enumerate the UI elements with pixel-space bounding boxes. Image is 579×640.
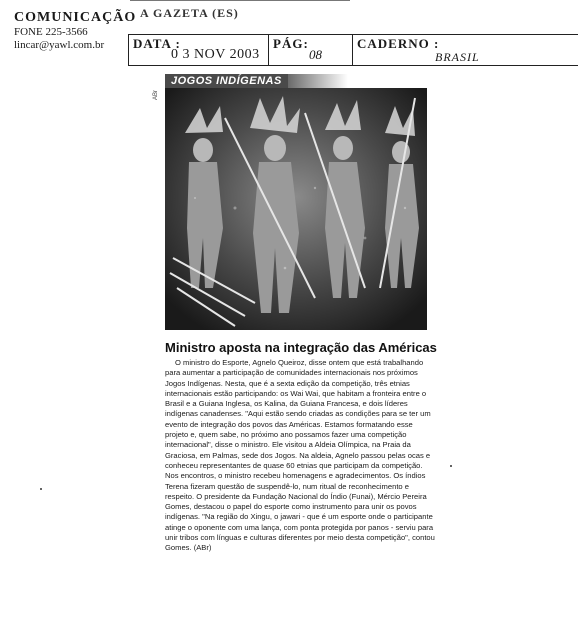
agency-email: lincar@yawl.com.br	[14, 39, 105, 51]
clipping-header	[0, 0, 579, 70]
photo-credit: ABr	[153, 89, 159, 100]
article-photo	[165, 88, 427, 330]
scan-speck	[40, 488, 42, 490]
source-name: A GAZETA (ES)	[140, 6, 239, 20]
section-label: CADERNO :	[357, 36, 440, 51]
page-value: 08	[309, 47, 322, 62]
date-value: 0 3 NOV 2003	[171, 47, 260, 62]
source-rule	[130, 0, 350, 5]
clipping-fields	[128, 34, 578, 66]
section-field	[352, 35, 579, 65]
agency-phone: FONE 225-3566	[14, 26, 88, 38]
page-field	[268, 35, 353, 65]
section-value: BRASIL	[435, 50, 480, 64]
source-newspaper	[140, 6, 239, 21]
date-label: DATA :	[133, 36, 181, 51]
agency-name: COMUNICAÇÃO	[14, 10, 137, 25]
date-field	[128, 35, 269, 65]
page-label: PÁG:	[273, 36, 309, 51]
article-body	[165, 358, 435, 554]
indigenous-dancers-photo	[165, 88, 427, 330]
agency-stamp	[14, 10, 137, 52]
scan-speck	[450, 465, 452, 467]
article-paragraph: O ministro do Esporte, Agnelo Queiroz, disse ontem que está trabalhando para aumentar a participação de comunidades internacionais nos próximos Jogos Indígenas. Nesta, que é a sexta edição da competição, três etnias internacionais estão participando: os Wai Wai, que habitam a fronteira entre o Brasil e a Guiana Inglesa, os Kalina, da Guiana Francesa, e dois líderes indígenas canadenses. "Aqui estão sendo criadas as condições para se ter um evento de integração dos povos das Américas. Estamos formatando esse projeto e, quem sabe, no próximo ano possamos fazer uma competição internacional", disse o ministro. Ele visitou a Aldeia Olímpica, na Praia da Graciosa, em Palmas, sede dos Jogos. Na aldeia, Agnelo passou pelas ocas e conheceu representantes de quase 60 etnias que participam da competição. Nos encontros, o ministro recebeu homenagens e agradecimentos. Os índios Terena fizeram questão de suspendê-lo, num ritual de reconhecimento e respeito. O presidente da Fundação Nacional do Índio (Funai), Mércio Pereira Gomes, destacou o papel do esporte como instrumento para unir os povos indígenas. "Na região do Xingu, o jawari - que é um esporte onde o participante atinge o oponente com uma lança, com ponta protegida por panos - serviu para unir tribos com línguas e culturas diferentes por meio desta competição", contou Gomes. (ABr)	[165, 358, 435, 553]
article-headline: Ministro aposta na integração das Américas	[165, 340, 437, 355]
section-tag: JOGOS INDÍGENAS	[165, 74, 288, 88]
